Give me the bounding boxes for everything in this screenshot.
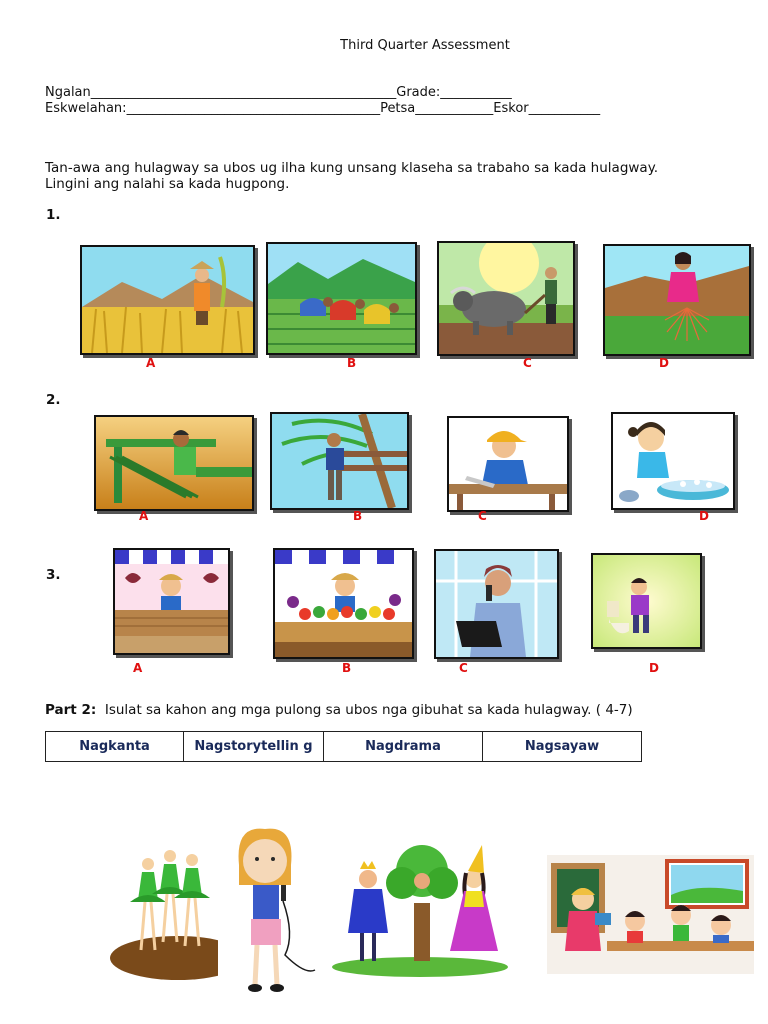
part2-image-dancers[interactable] [108,830,218,980]
school-date-score-line [45,101,600,116]
word-row [46,732,642,762]
question-2-choice-c-image[interactable] [447,416,569,512]
part2-image-singer[interactable] [225,825,320,995]
classroom-storytelling-icon [547,855,754,974]
instructions: Tan-awa ang hulagway sa ubos ug ilha kung unsang klaseha sa trabaho sa kada hulagway. Lingini ang nalahi sa kada hugpong. [45,160,659,192]
question-2-label-b[interactable]: B [353,509,363,523]
question-2-label-c[interactable]: C [478,509,487,523]
date-blank[interactable]: ____________ [415,101,494,116]
school-label: Eskwelahan: [45,101,127,116]
question-2-label-d[interactable]: D [699,509,709,523]
question-3-choice-d-image[interactable] [591,553,702,649]
question-3-choice-b-image[interactable] [273,548,414,659]
word-nagsayaw[interactable]: Nagsayaw [483,732,642,762]
question-1-choice-c-image[interactable] [437,241,575,356]
grade-blank[interactable]: ___________ [440,85,512,100]
name-label: Ngalan [45,85,91,100]
question-1-choice-a-image[interactable] [80,245,255,355]
question-3-label-b[interactable]: B [342,661,352,675]
farmer-harvesting-rice-icon [82,247,253,353]
score-label: Eskor [493,101,529,116]
woman-threshing-icon [605,246,749,354]
part2-instruction: Isulat sa kahon ang mga pulong sa ubos nga gibuhat sa kada hulagway. ( 4-7) [104,702,633,718]
question-3-number: 3. [46,567,61,583]
child-cleaning-toilet-icon [593,555,700,647]
fruit-vendor-icon [275,550,412,657]
word-nagdrama[interactable]: Nagdrama [324,732,483,762]
question-3-choice-a-image[interactable] [113,548,230,655]
name-blank[interactable]: _______________________________________________ [90,85,397,100]
question-3-label-d[interactable]: D [649,661,659,675]
score-blank[interactable]: ___________ [528,101,601,116]
question-1-choice-b-image[interactable] [266,242,417,355]
part2-image-storytelling[interactable] [547,855,754,974]
question-3-choice-c-image[interactable] [434,549,559,659]
question-2-choice-a-image[interactable] [94,415,254,511]
page-title: Third Quarter Assessment [340,38,510,53]
office-worker-phone-icon [436,551,557,657]
school-blank[interactable]: _______________________________________ [126,101,381,116]
part2-image-drama[interactable] [330,843,510,978]
name-grade-line [45,85,512,100]
question-2-number: 2. [46,392,61,408]
date-label: Petsa [380,101,416,116]
question-3-label-a[interactable]: A [133,661,143,675]
question-2-choice-d-image[interactable] [611,412,735,510]
question-1-choice-d-image[interactable] [603,244,751,356]
carpenter-sawing-icon [449,418,567,510]
question-1-label-a[interactable]: A [146,356,156,370]
grade-label: Grade: [396,85,441,100]
children-drama-play-icon [330,843,510,978]
part2-label: Part 2: [45,702,97,718]
word-nagstorytelling[interactable]: Nagstorytellin g [184,732,324,762]
carabao-plowing-icon [439,243,573,354]
basket-vendor-icon [115,550,228,653]
question-2-choice-b-image[interactable] [270,412,409,510]
weaver-loom-icon [96,417,252,509]
coconut-climber-icon [272,414,407,508]
question-1-label-b[interactable]: B [347,356,357,370]
girl-washing-clothes-icon [613,414,733,508]
rice-planting-group-icon [268,244,415,353]
word-box [45,731,642,762]
word-nagkanta[interactable]: Nagkanta [46,732,184,762]
question-1-number: 1. [46,207,61,223]
question-1-label-d[interactable]: D [659,356,669,370]
ballet-dancers-icon [108,830,218,980]
part2-heading [45,702,633,718]
question-3-label-c[interactable]: C [459,661,468,675]
question-1-label-c[interactable]: C [523,356,532,370]
girl-singing-microphone-icon [225,825,320,995]
question-2-label-a[interactable]: A [139,509,149,523]
